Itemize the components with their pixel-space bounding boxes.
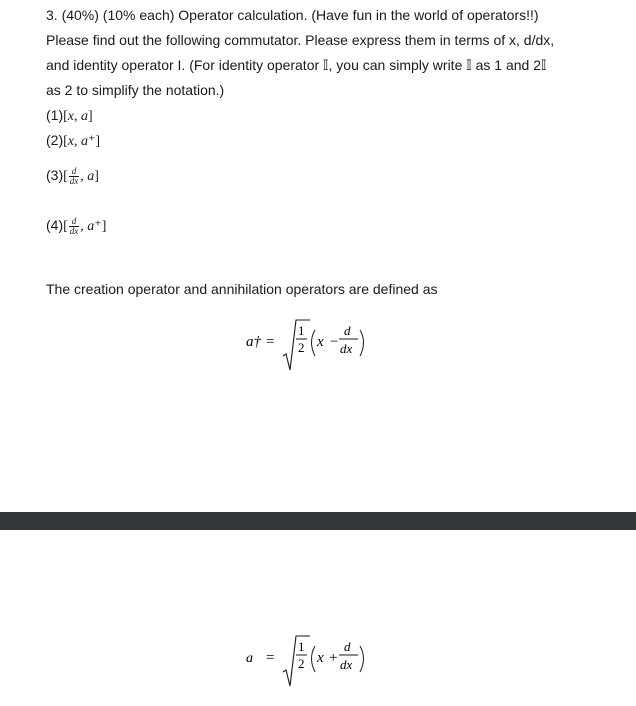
item-second-operand: a⁺ xyxy=(81,134,96,149)
coef-denominator: 2 xyxy=(298,340,305,355)
deriv-denominator: dx xyxy=(340,657,353,672)
eq-equals: = xyxy=(266,334,275,350)
sqrt-icon xyxy=(283,320,310,370)
commutator-item-2: (2)[x, a⁺] xyxy=(46,132,101,149)
problem-text-line-4: as 2 to simplify the notation.) xyxy=(46,82,225,98)
eq-op: + xyxy=(329,650,338,666)
item-label: (2) xyxy=(46,132,64,148)
problem-heading: 3. (40%) (10% each) Operator calculation. (Have fun in the world of operators!!) xyxy=(46,7,539,23)
coef-numerator: 1 xyxy=(298,323,305,338)
item-label: (1) xyxy=(46,107,64,123)
sqrt-icon xyxy=(283,636,310,686)
definitions-intro: The creation operator and annihilation operators are defined as xyxy=(46,281,438,297)
item-label: (3) xyxy=(46,167,64,183)
item-first-operand: x xyxy=(67,134,75,149)
coef-denominator: 2 xyxy=(298,656,305,671)
eq-lhs: a xyxy=(246,651,253,666)
item-second-operand: a xyxy=(87,169,95,184)
creation-operator-equation xyxy=(240,314,380,381)
right-paren-icon xyxy=(360,646,364,672)
commutator-item-4: (4)[ $\frac{d}{dx}$ , a⁺] xyxy=(46,215,107,236)
eq-var: x xyxy=(317,650,324,666)
derivative-fraction: $\frac{d}{dx}$ xyxy=(69,215,79,236)
coef-numerator: 1 xyxy=(298,639,305,654)
right-paren-icon xyxy=(360,330,364,356)
annihilation-operator-equation xyxy=(240,630,380,697)
eq-var: x xyxy=(317,334,324,350)
problem-text-line-3: and identity operator I. (For identity operator 𝕀, you can simply write 𝕀 as 1 and 2𝕀 xyxy=(46,57,547,73)
item-first-operand: x xyxy=(67,109,75,124)
problem-text-line-2: Please find out the following commutator. Please express them in terms of x, d/dx, xyxy=(46,32,555,48)
eq-lhs: a† xyxy=(246,334,261,350)
eq-equals: = xyxy=(266,650,275,666)
deriv-numerator: d xyxy=(344,639,351,654)
page-divider xyxy=(0,512,636,530)
item-second-operand: a xyxy=(81,109,89,124)
item-label: (4) xyxy=(46,217,64,233)
left-paren-icon xyxy=(312,646,316,672)
commutator-item-1: (1)[x, a] xyxy=(46,107,93,124)
derivative-fraction: $\frac{d}{dx}$ xyxy=(69,165,79,186)
deriv-numerator: d xyxy=(344,323,351,338)
commutator-item-3: (3)[ $\frac{d}{dx}$ , a] xyxy=(46,165,99,186)
left-paren-icon xyxy=(312,330,316,356)
deriv-denominator: dx xyxy=(340,341,353,356)
item-second-operand: a⁺ xyxy=(87,219,102,234)
eq-op: − xyxy=(330,334,339,350)
